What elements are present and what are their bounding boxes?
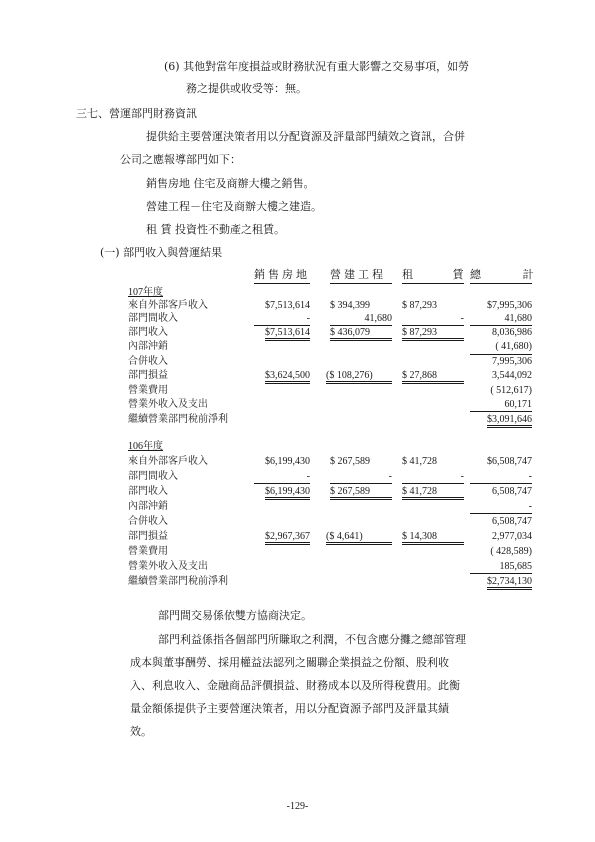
section-intro-line-2: 公司之應報導部門如下： [120,153,241,166]
cell-leasing: $ 14,308 [402,531,464,545]
segment-sales: 銷售房地 住宅及商辦大樓之銷售。 [146,177,315,190]
page-number: -129- [286,801,309,812]
cell-leasing: $ 41,728 [402,456,437,467]
row-label: 部門損益 [128,370,168,381]
row-label: 部門間收入 [128,471,178,482]
cell-total: 41,680 [504,313,532,324]
cell-construction: - [388,471,392,482]
row-label: 營業費用 [128,546,168,557]
cell-leasing: $ 87,293 [402,300,437,311]
note-segment-profit-line-5: 效。 [130,725,152,738]
note-segment-profit-line-2: 成本與董事酬勞、採用權益法認列之關聯企業損益之份額、股利收 [130,656,449,669]
row-label: 部門收入 [128,327,168,338]
cell-leasing: - [460,313,464,324]
header-rule-sales [254,283,310,284]
cell-total: $3,091,646 [487,414,532,428]
header-rule-construction [330,283,392,284]
cell-total: - [528,501,532,512]
row-label: 營業外收入及支出 [128,399,208,410]
cell-total: $7,995,306 [487,300,532,311]
header-construction: 營建工程 [330,268,386,281]
cell-leasing: $ 41,728 [402,486,464,500]
subtotal-rule [254,483,310,484]
header-rule-total [470,283,532,284]
note-intersegment: 部門間交易係依雙方協商決定。 [158,609,312,622]
row-label: 繼續營業部門稅前淨利 [128,576,228,587]
year-107-label: 107年度 [128,287,163,298]
header-sales: 銷售房地 [254,268,310,281]
note-segment-profit-line-4: 量金額係提供予主要營運決策者，用以分配資源予部門及評量其績 [130,702,449,715]
subtotal-rule [402,483,464,484]
segment-leasing: 租 賃 投資性不動產之租賃。 [146,223,285,236]
cell-total: 6,508,747 [492,516,532,527]
segment-construction: 營建工程－住宅及商辦大樓之建造。 [146,200,322,213]
row-label: 內部沖銷 [128,341,168,352]
subtotal-rule [470,513,532,514]
cell-leasing: - [460,471,464,482]
cell-sales: - [306,471,310,482]
cell-sales: $2,967,367 [265,531,310,545]
paragraph-6-line-2: 務之提供或收受等：無。 [186,82,307,95]
subtotal-rule [330,483,392,484]
cell-total: ( 512,617) [490,385,532,396]
cell-total: 60,171 [504,399,532,410]
cell-total: 185,685 [499,561,532,572]
cell-sales: $6,199,430 [265,456,310,467]
subtotal-rule [470,483,532,484]
note-segment-profit-line-3: 入、利息收入、金融商品評價損益、財務成本以及所得稅費用。此衡 [130,679,460,692]
cell-construction: $ 436,079 [330,327,392,341]
cell-total: 8,036,986 [492,327,532,338]
subtotal-rule [470,573,532,574]
section-intro-line-1: 提供給主要營運決策者用以分配資源及評量部門績效之資訊，合併 [146,130,465,143]
row-label: 部門間收入 [128,313,178,324]
header-leasing: 租 賃 [402,268,464,281]
cell-construction: ($ 4,641) [326,531,392,545]
cell-total: ( 428,589) [490,546,532,557]
row-label: 合併收入 [128,516,168,527]
note-segment-profit-line-1: 部門利益係指各個部門所賺取之利潤，不包含應分攤之總部管理 [158,633,466,646]
cell-total: 3,544,092 [492,370,532,381]
sub-heading: (一) 部門收入與營運結果 [100,246,223,259]
paragraph-6-line-1: (6) 其他對當年度損益或財務狀況有重大影響之交易事項，如勞 [164,60,470,73]
cell-leasing: $ 27,868 [402,370,464,384]
cell-construction: $ 394,399 [330,300,370,311]
cell-sales: $7,513,614 [265,327,310,341]
row-label: 營業費用 [128,385,168,396]
row-label: 合併收入 [128,356,168,367]
cell-sales: $6,199,430 [265,486,310,500]
cell-total: $6,508,747 [487,456,532,467]
row-label: 內部沖銷 [128,501,168,512]
cell-total: 6,508,747 [492,486,532,497]
cell-total: - [528,471,532,482]
row-label: 來自外部客戶收入 [128,456,208,467]
cell-construction: ($ 108,276) [326,370,392,384]
cell-total: 7,995,306 [492,356,532,367]
row-label: 營業外收入及支出 [128,561,208,572]
cell-total: ( 41,680) [495,341,532,352]
cell-total: 2,977,034 [492,531,532,542]
year-106-label: 106年度 [128,441,163,452]
subtotal-rule [470,411,532,412]
cell-construction: 41,680 [364,313,392,324]
header-rule-leasing [402,283,464,284]
row-label: 部門損益 [128,531,168,542]
row-label: 部門收入 [128,486,168,497]
header-total: 總 計 [470,268,534,281]
row-label: 來自外部客戶收入 [128,300,208,311]
section-heading: 三七、營運部門財務資訊 [76,107,197,120]
cell-sales: $3,624,500 [265,370,310,384]
cell-construction: $ 267,589 [330,456,370,467]
cell-construction: $ 267,589 [330,486,392,500]
cell-sales: $7,513,614 [265,300,310,311]
cell-total: $2,734,130 [487,576,532,590]
row-label: 繼續營業部門稅前淨利 [128,414,228,425]
cell-leasing: $ 87,293 [402,327,464,341]
cell-sales: - [306,313,310,324]
